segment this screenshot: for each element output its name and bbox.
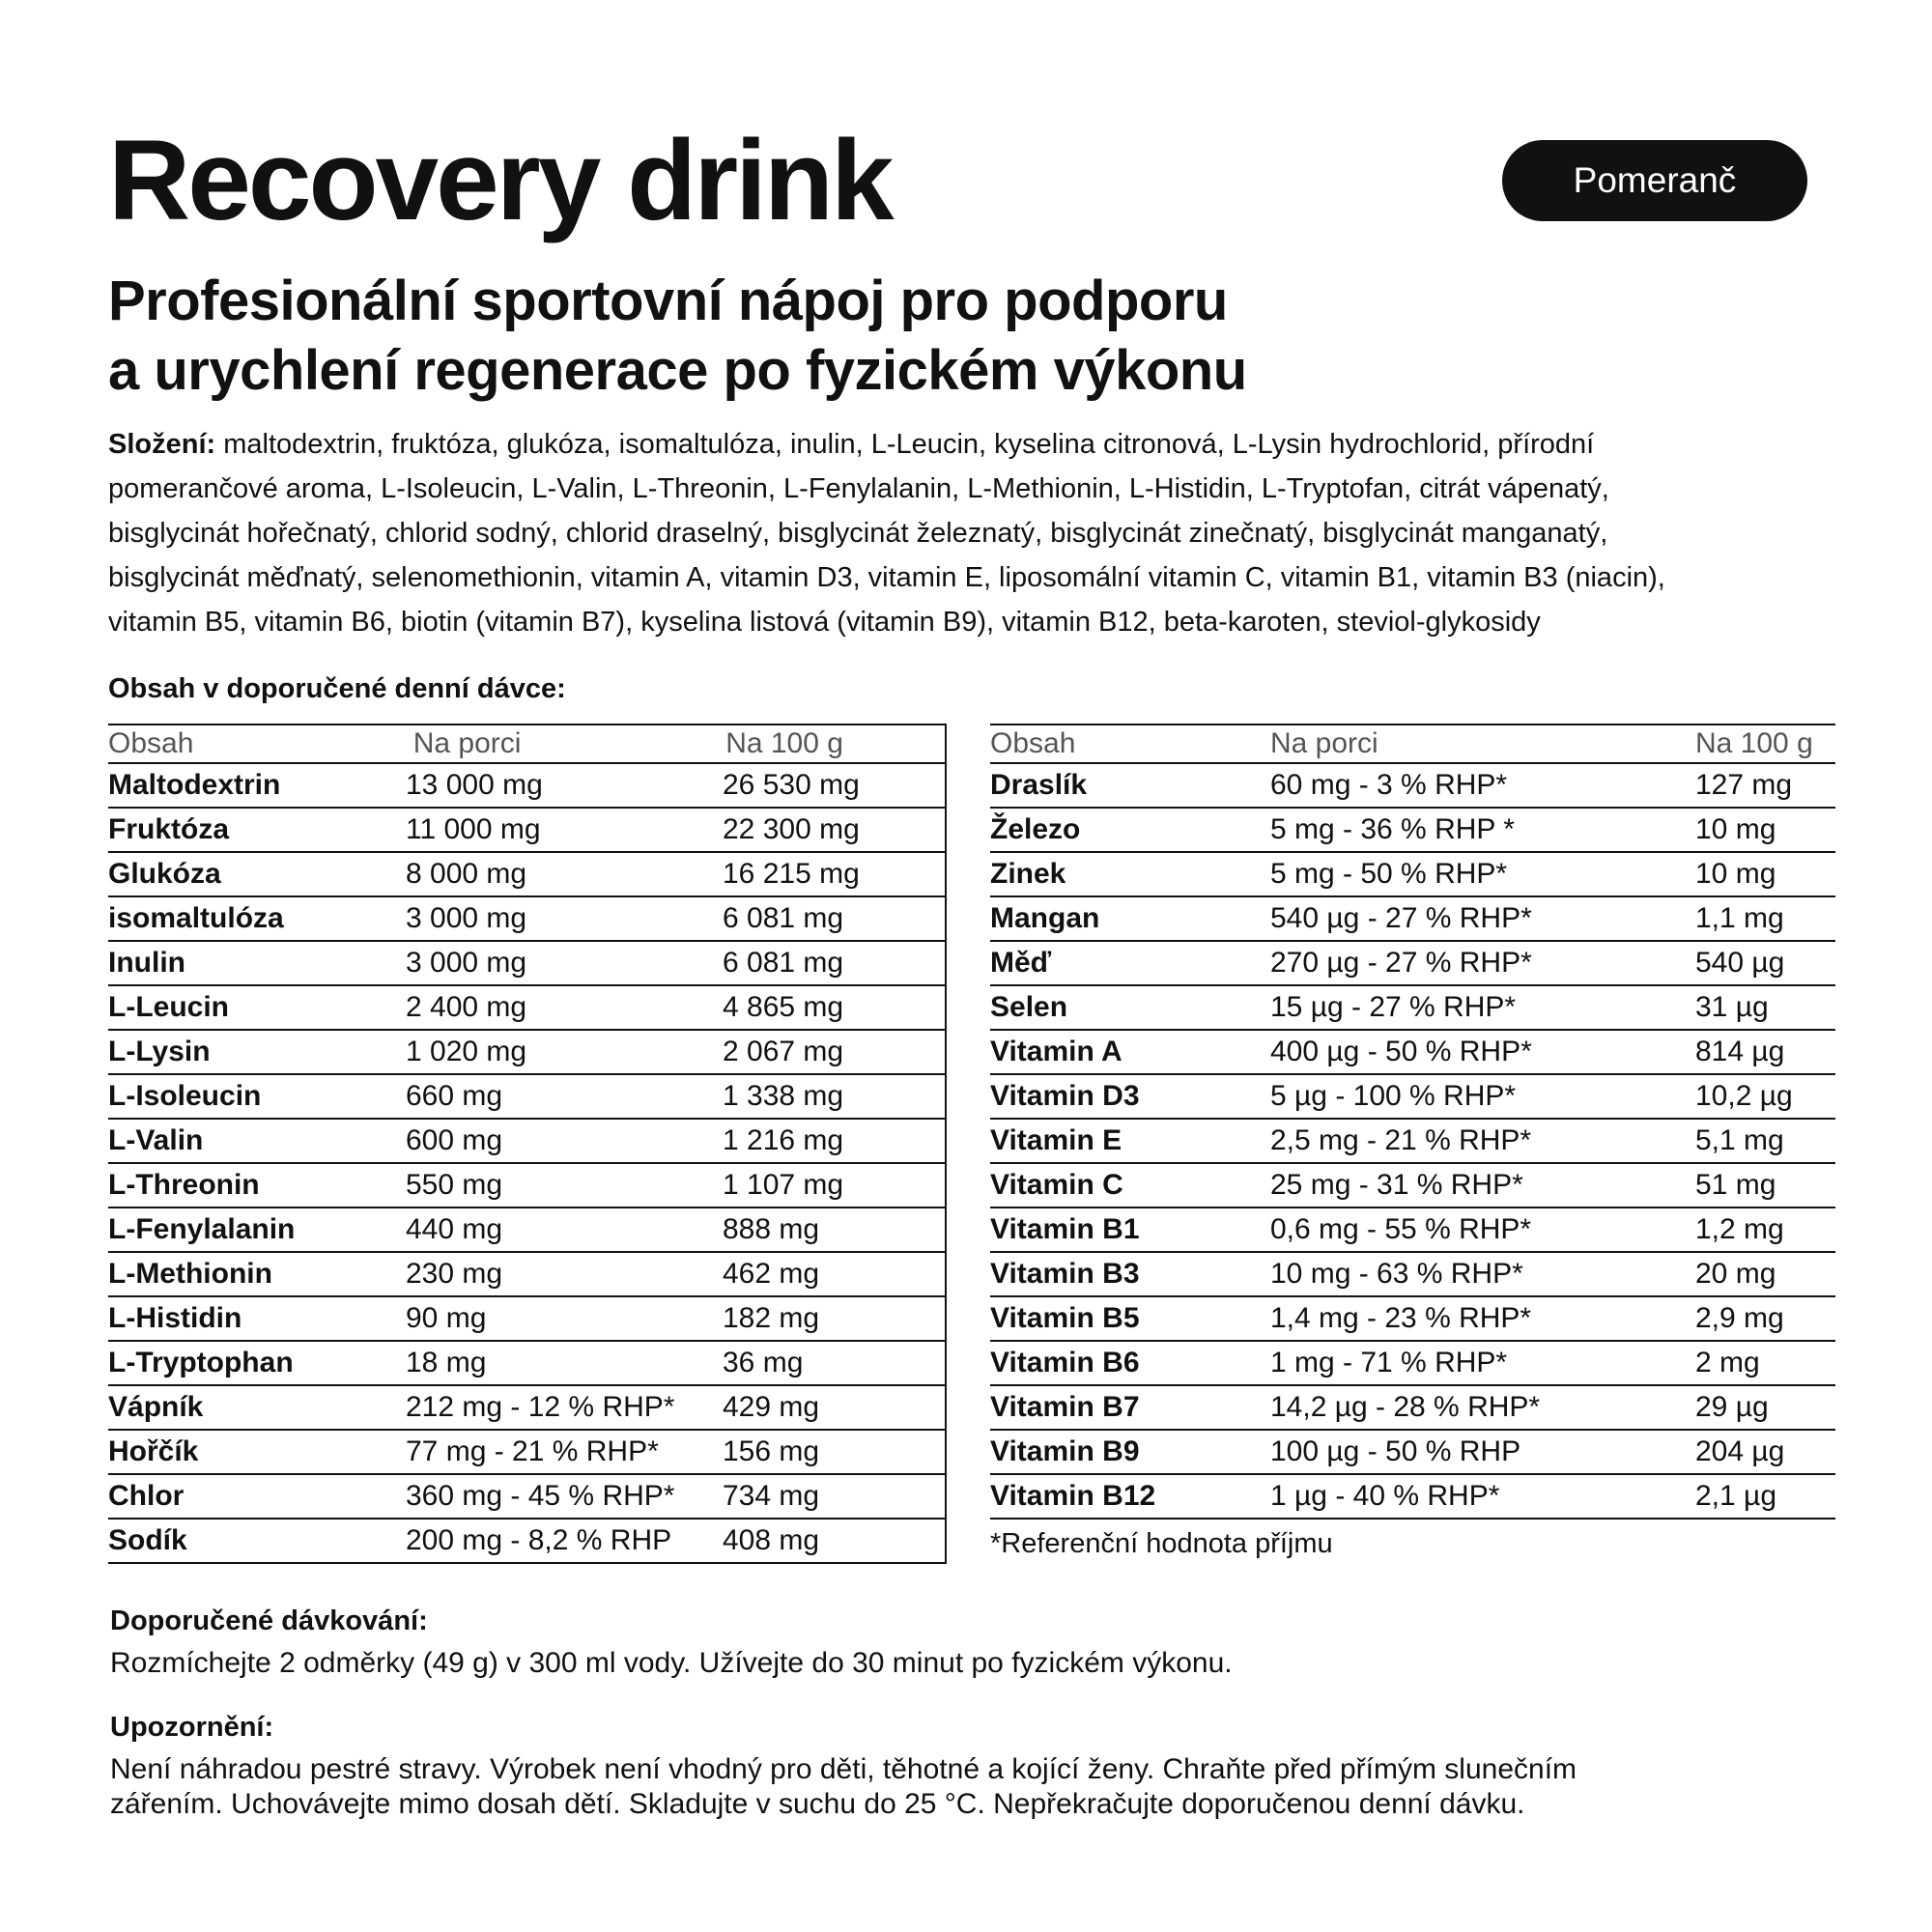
per-100g-value: 888 mg [723, 1213, 820, 1245]
table-row [108, 853, 945, 897]
per-serving-value: 1 020 mg [406, 1036, 527, 1067]
per-serving-value: 11 000 mg [406, 813, 541, 845]
per-100g-value: 182 mg [723, 1302, 820, 1334]
nutrient-name: Železo [990, 813, 1081, 845]
column-header-per-100g: Na 100 g [1695, 727, 1813, 759]
nutrient-name: Maltodextrin [108, 769, 281, 801]
table-row [990, 1164, 1835, 1208]
subtitle-line: Profesionální sportovní nápoj pro podporu [108, 270, 1228, 332]
nutrient-name: Vitamin B9 [990, 1435, 1140, 1467]
per-serving-value: 0,6 mg - 55 % RHP* [1270, 1213, 1532, 1245]
per-100g-value: 26 530 mg [723, 769, 860, 801]
table-row [990, 853, 1835, 897]
nutrient-name: Vitamin B1 [990, 1213, 1140, 1245]
per-serving-value: 15 µg - 27 % RHP* [1270, 991, 1517, 1023]
per-100g-value: 156 mg [723, 1435, 820, 1467]
per-serving-value: 400 µg - 50 % RHP* [1270, 1036, 1532, 1067]
nutrient-name: L-Histidin [108, 1302, 242, 1334]
subtitle-line: a urychlení regenerace po fyzickém výkonu [108, 339, 1247, 402]
per-100g-value: 429 mg [723, 1391, 820, 1423]
per-100g-value: 51 mg [1695, 1169, 1776, 1201]
per-serving-value: 10 mg - 63 % RHP* [1270, 1258, 1523, 1290]
nutrient-name: Glukóza [108, 858, 221, 890]
per-100g-value: 540 µg [1695, 947, 1785, 979]
per-serving-value: 270 µg - 27 % RHP* [1270, 947, 1532, 979]
per-100g-value: 2 067 mg [723, 1036, 844, 1067]
per-100g-value: 814 µg [1695, 1036, 1785, 1067]
nutrient-name: L-Tryptophan [108, 1347, 294, 1378]
warning-line: Není náhradou pestré stravy. Výrobek není vhodný pro děti, těhotné a kojící ženy. Chraňte před přímým slunečním [110, 1753, 1577, 1785]
table-row [990, 942, 1835, 986]
per-serving-value: 440 mg [406, 1213, 503, 1245]
per-serving-value: 13 000 mg [406, 769, 543, 801]
nutrition-table-right [990, 724, 1835, 1520]
warning-text [110, 1752, 1830, 1822]
per-100g-value: 1 216 mg [723, 1124, 844, 1156]
per-100g-value: 2 mg [1695, 1347, 1760, 1378]
nutrient-name: Fruktóza [108, 813, 230, 845]
nutrient-name: L-Isoleucin [108, 1080, 262, 1112]
nutrient-name: Mangan [990, 902, 1100, 934]
composition-line: vitamin B5, vitamin B6, biotin (vitamin B7), kyselina listová (vitamin B9), vitamin B12, beta-karoten, steviol-glykosidy [108, 607, 1541, 638]
nutrient-name: L-Lysin [108, 1036, 211, 1067]
per-serving-value: 2,5 mg - 21 % RHP* [1270, 1124, 1532, 1156]
dosage-heading: Doporučené dávkování: [110, 1605, 428, 1636]
nutrient-name: L-Valin [108, 1124, 204, 1156]
table-row [990, 764, 1835, 809]
per-100g-value: 5,1 mg [1695, 1124, 1784, 1156]
table-row [108, 809, 945, 853]
nutrient-name: Vitamin C [990, 1169, 1123, 1201]
product-subtitle [108, 267, 1654, 406]
per-100g-value: 29 µg [1695, 1391, 1769, 1423]
nutrient-name: Vitamin A [990, 1036, 1122, 1067]
table-row [990, 1297, 1835, 1342]
table-row [108, 1120, 945, 1164]
table-row [990, 1208, 1835, 1253]
per-serving-value: 1,4 mg - 23 % RHP* [1270, 1302, 1532, 1334]
table-row [108, 1075, 945, 1120]
composition-text: maltodextrin, fruktóza, glukóza, isomaltulóza, inulin, L-Leucin, kyselina citronová, L-Lysin hydrochlorid, přírodní [215, 429, 1595, 460]
per-serving-value: 1 mg - 71 % RHP* [1270, 1347, 1508, 1378]
warning-heading: Upozornění: [110, 1712, 274, 1743]
per-100g-value: 1,1 mg [1695, 902, 1784, 934]
table-row [108, 1031, 945, 1075]
table-row [108, 1475, 945, 1520]
per-100g-value: 4 865 mg [723, 991, 844, 1023]
column-header-content: Obsah [990, 727, 1076, 759]
table-row [108, 1431, 945, 1475]
per-serving-value: 2 400 mg [406, 991, 527, 1023]
per-100g-value: 10,2 µg [1695, 1080, 1793, 1112]
column-header-per-serving: Na porci [1270, 727, 1378, 759]
per-100g-value: 31 µg [1695, 991, 1769, 1023]
nutrient-name: isomaltulóza [108, 902, 284, 934]
per-serving-value: 212 mg - 12 % RHP* [406, 1391, 675, 1423]
per-serving-value: 14,2 µg - 28 % RHP* [1270, 1391, 1541, 1423]
table-row [108, 942, 945, 986]
per-100g-value: 10 mg [1695, 813, 1776, 845]
rhp-footnote: *Referenční hodnota příjmu [990, 1528, 1333, 1559]
table-row [990, 1342, 1835, 1386]
per-100g-value: 2,1 µg [1695, 1480, 1777, 1512]
per-100g-value: 204 µg [1695, 1435, 1785, 1467]
nutrient-name: Inulin [108, 947, 185, 979]
per-serving-value: 1 µg - 40 % RHP* [1270, 1480, 1500, 1512]
per-100g-value: 2,9 mg [1695, 1302, 1784, 1334]
table-row [108, 1208, 945, 1253]
per-100g-value: 36 mg [723, 1347, 804, 1378]
table-row [990, 809, 1835, 853]
nutrient-name: Vitamin E [990, 1124, 1122, 1156]
per-100g-value: 22 300 mg [723, 813, 860, 845]
table-row [990, 1253, 1835, 1297]
table-header-row [990, 725, 1835, 764]
nutrient-name: L-Methionin [108, 1258, 272, 1290]
table-row [108, 986, 945, 1031]
per-100g-value: 6 081 mg [723, 902, 844, 934]
per-serving-value: 230 mg [406, 1258, 503, 1290]
table-row [108, 1342, 945, 1386]
per-100g-value: 1 338 mg [723, 1080, 844, 1112]
nutrient-name: L-Leucin [108, 991, 229, 1023]
per-serving-value: 600 mg [406, 1124, 503, 1156]
nutrient-name: Vitamin D3 [990, 1080, 1140, 1112]
column-header-content: Obsah [108, 727, 194, 759]
table-row [990, 1120, 1835, 1164]
nutrient-name: Draslík [990, 769, 1088, 801]
table-row [108, 764, 945, 809]
nutrient-name: L-Fenylalanin [108, 1213, 296, 1245]
per-100g-value: 127 mg [1695, 769, 1793, 801]
nutrient-name: Zinek [990, 858, 1066, 890]
nutrition-table-left [108, 724, 947, 1564]
flavor-badge: Pomeranč [1502, 140, 1807, 221]
composition-line: bisglycinát měďnatý, selenomethionin, vitamin A, vitamin D3, vitamin E, liposomální vitamin C, vitamin B1, vitamin B3 (niacin), [108, 562, 1665, 593]
table-row [990, 897, 1835, 942]
composition-line: bisglycinát hořečnatý, chlorid sodný, chlorid draselný, bisglycinát železnatý, bisglycinát zinečnatý, bisglycinát manganatý, [108, 518, 1608, 549]
per-serving-value: 60 mg - 3 % RHP* [1270, 769, 1508, 801]
per-100g-value: 10 mg [1695, 858, 1776, 890]
per-serving-value: 5 mg - 36 % RHP * [1270, 813, 1515, 845]
nutrient-name: Vitamin B6 [990, 1347, 1140, 1378]
per-serving-value: 18 mg [406, 1347, 487, 1378]
table-row [108, 897, 945, 942]
table-row [108, 1386, 945, 1431]
product-title: Recovery drink [108, 117, 892, 244]
warning-line: zářením. Uchovávejte mimo dosah dětí. Skladujte v suchu do 25 °C. Nepřekračujte doporučenou denní dávku. [110, 1788, 1525, 1820]
nutrient-name: Vápník [108, 1391, 204, 1423]
per-100g-value: 20 mg [1695, 1258, 1776, 1290]
table-row [108, 1253, 945, 1297]
table-row [990, 1075, 1835, 1120]
table-row [990, 1386, 1835, 1431]
per-100g-value: 408 mg [723, 1524, 820, 1556]
composition-label: Složení: [108, 429, 216, 460]
table-row [108, 1520, 945, 1564]
composition-line [108, 422, 1847, 467]
nutrient-name: Chlor [108, 1480, 185, 1512]
per-serving-value: 550 mg [406, 1169, 503, 1201]
per-100g-value: 1,2 mg [1695, 1213, 1784, 1245]
per-serving-value: 90 mg [406, 1302, 487, 1334]
per-serving-value: 360 mg - 45 % RHP* [406, 1480, 675, 1512]
nutrient-name: Sodík [108, 1524, 187, 1556]
per-serving-value: 3 000 mg [406, 947, 527, 979]
composition-line: pomerančové aroma, L-Isoleucin, L-Valin, L-Threonin, L-Fenylalanin, L-Methionin, L-Histidin, L-Tryptofan, citrát vápenatý, [108, 473, 1609, 504]
table-row [108, 1164, 945, 1208]
dosage-text: Rozmíchejte 2 odměrky (49 g) v 300 ml vody. Užívejte do 30 minut po fyzickém výkonu. [110, 1647, 1233, 1679]
composition-paragraph [108, 422, 1847, 644]
per-100g-value: 1 107 mg [723, 1169, 844, 1201]
table-row [990, 1031, 1835, 1075]
per-serving-value: 5 µg - 100 % RHP* [1270, 1080, 1517, 1112]
column-header-per-serving: Na porci [412, 727, 522, 759]
table-row [990, 1431, 1835, 1475]
per-serving-value: 200 mg - 8,2 % RHP [406, 1524, 672, 1556]
per-serving-value: 8 000 mg [406, 858, 527, 890]
column-header-per-100g: Na 100 g [725, 727, 843, 759]
table-header-row [108, 725, 945, 764]
nutrient-name: Vitamin B7 [990, 1391, 1140, 1423]
daily-dose-heading: Obsah v doporučené denní dávce: [108, 673, 566, 704]
table-row [990, 986, 1835, 1031]
per-100g-value: 6 081 mg [723, 947, 844, 979]
per-100g-value: 16 215 mg [723, 858, 860, 890]
per-serving-value: 660 mg [406, 1080, 503, 1112]
nutrient-name: L-Threonin [108, 1169, 260, 1201]
nutrient-name: Selen [990, 991, 1068, 1023]
per-serving-value: 5 mg - 50 % RHP* [1270, 858, 1508, 890]
nutrient-name: Vitamin B5 [990, 1302, 1140, 1334]
per-serving-value: 25 mg - 31 % RHP* [1270, 1169, 1523, 1201]
nutrient-name: Vitamin B3 [990, 1258, 1140, 1290]
nutrient-name: Vitamin B12 [990, 1480, 1156, 1512]
nutrient-name: Měď [990, 947, 1052, 979]
per-serving-value: 3 000 mg [406, 902, 527, 934]
table-row [108, 1297, 945, 1342]
table-row [990, 1475, 1835, 1520]
per-serving-value: 100 µg - 50 % RHP [1270, 1435, 1521, 1467]
per-serving-value: 77 mg - 21 % RHP* [406, 1435, 659, 1467]
nutrient-name: Hořčík [108, 1435, 199, 1467]
per-serving-value: 540 µg - 27 % RHP* [1270, 902, 1532, 934]
per-100g-value: 734 mg [723, 1480, 820, 1512]
per-100g-value: 462 mg [723, 1258, 820, 1290]
